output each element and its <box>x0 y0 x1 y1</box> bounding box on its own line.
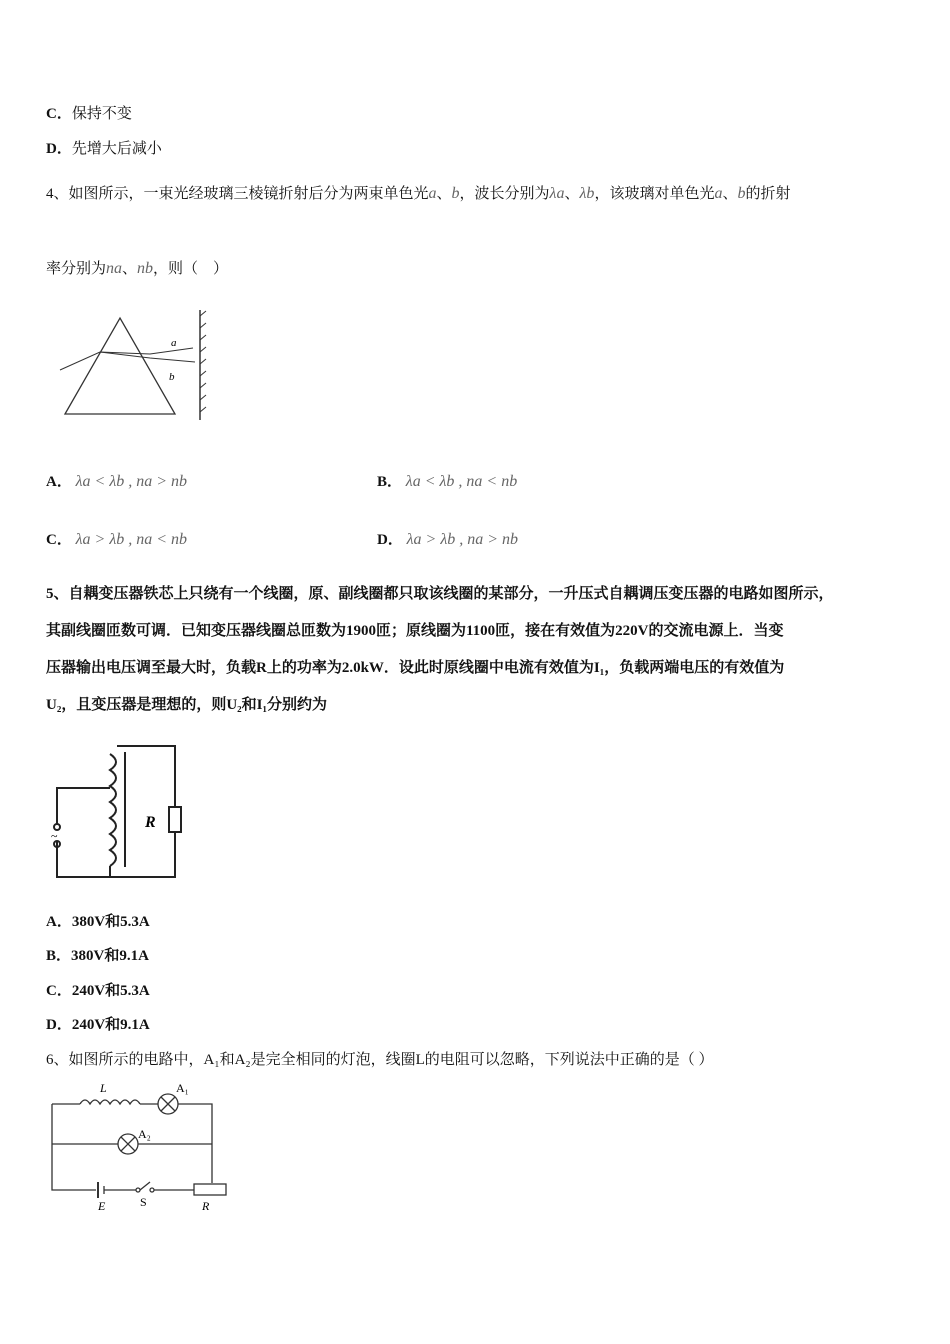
prism-figure <box>55 308 215 428</box>
q4-option-b[interactable]: B． λa < λb , na < nb <box>377 473 518 490</box>
q4-option-c[interactable]: C． λa > λb , na < nb <box>46 531 188 548</box>
svg-text:S: S <box>140 1195 147 1209</box>
q6-stem: 6、如图所示的电路中，A₁和A₂是完全相同的灯泡，线圈L的电阻可以忽略，下列说法中正确的是（ ） <box>46 1052 714 1068</box>
q5-option-d[interactable]: D．240V和9.1A <box>46 1017 150 1033</box>
svg-text:~: ~ <box>51 829 58 843</box>
q4-option-a[interactable]: A． λa < λb , na > nb <box>46 473 188 490</box>
svg-text:A₁: A₁ <box>176 1081 189 1095</box>
svg-text:b: b <box>169 371 175 383</box>
q5-stem-line4: U₂，且变压器是理想的，则U₂和I₁分别约为 <box>46 697 327 713</box>
q5-stem-line1: 5、自耦变压器铁芯上只绕有一个线圈，原、副线圈都只取该线圈的某部分，一升压式自耦调压变压器的电路如图所示， <box>46 586 834 602</box>
q5-option-a[interactable]: A．380V和5.3A <box>46 914 150 930</box>
q5-stem-line2: 其副线圈匝数可调．已知变压器线圈总匝数为1900匝；原线圈为1100匝，接在有效值为220V的交流电源上．当变 <box>46 623 784 639</box>
q4-stem-line1: 4、如图所示，一束光经玻璃三棱镜折射后分为两束单色光a、b，波长分别为λa、λb，该玻璃对单色光a、b的折射 <box>46 185 791 202</box>
svg-text:a: a <box>171 337 177 349</box>
svg-text:R: R <box>145 814 156 831</box>
lamp-circuit-figure <box>48 1078 238 1213</box>
autotransformer-figure <box>45 732 190 882</box>
q5-option-c[interactable]: C．240V和5.3A <box>46 983 150 999</box>
q4-option-d[interactable]: D． λa > λb , na > nb <box>377 531 519 548</box>
q3-option-d: D．先增大后减小 <box>46 141 162 157</box>
svg-text:A₂: A₂ <box>138 1127 151 1141</box>
q5-stem-line3: 压器输出电压调至最大时，负载R上的功率为2.0kW．设此时原线圈中电流有效值为I₁，负载两端电压的有效值为 <box>46 660 785 676</box>
svg-text:L: L <box>100 1081 107 1095</box>
q5-option-b[interactable]: B．380V和9.1A <box>46 948 149 964</box>
svg-text:E: E <box>98 1199 106 1213</box>
q4-stem-line2: 率分别为na、nb，则（ ） <box>46 260 229 277</box>
q3-option-c: C．保持不变 <box>46 106 132 122</box>
svg-text:R: R <box>202 1199 210 1213</box>
